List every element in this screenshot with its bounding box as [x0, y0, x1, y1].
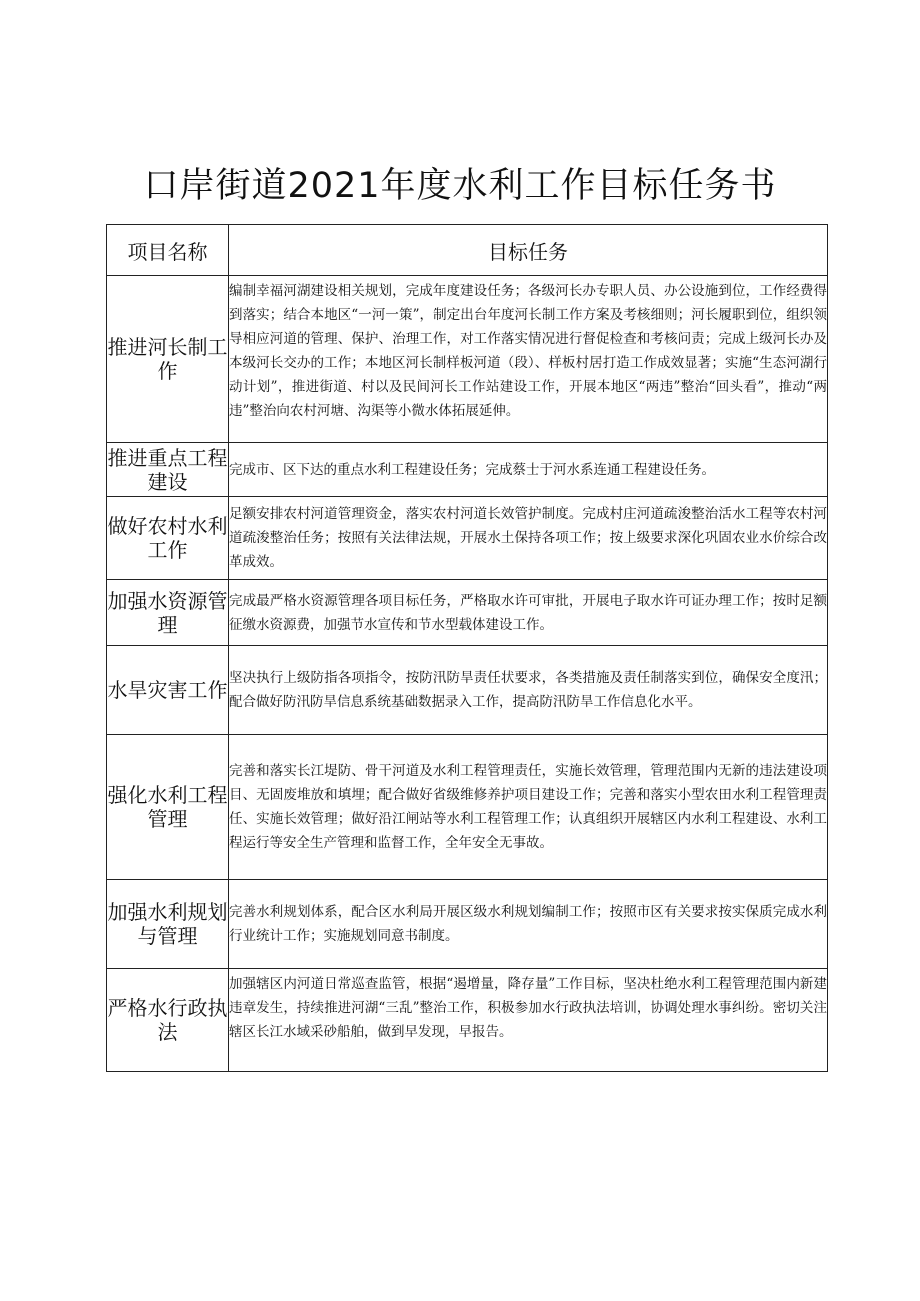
- project-name-cell: 强化水利工程管理: [107, 735, 229, 880]
- project-name-cell: 推进河长制工作: [107, 276, 229, 443]
- header-target-task: 目标任务: [229, 225, 828, 276]
- target-task-cell: 完善水利规划体系，配合区水利局开展区级水利规划编制工作；按照市区有关要求按实保质完成水利行业统计工作；实施规划同意书制度。: [229, 880, 828, 969]
- target-task-cell: 完成市、区下达的重点水利工程建设任务；完成蔡士于河水系连通工程建设任务。: [229, 443, 828, 497]
- target-task-cell: 编制幸福河湖建设相关规划，完成年度建设任务；各级河长办专职人员、办公设施到位，工作经费得到落实；结合本地区“一河一策”，制定出台年度河长制工作方案及考核细则；河长履职到位，组织领导相应河道的管理、保护、治理工作，对工作落实情况进行督促检查和考核问责；完成上级河长办及本级河长交办的工作；本地区河长制样板河道（段）、样板村居打造工作成效显著；实施“生态河湖行动计划”，推进街道、村以及民间河长工作站建设工作，开展本地区“两违”整治“回头看”，推动“两违”整治向农村河塘、沟渠等小微水体拓展延伸。: [229, 276, 828, 443]
- table-row: [107, 969, 828, 1072]
- target-task-cell: 完成最严格水资源管理各项目标任务，严格取水许可审批，开展电子取水许可证办理工作；按时足额征缴水资源费，加强节水宣传和节水型载体建设工作。: [229, 580, 828, 646]
- header-project-name: 项目名称: [107, 225, 229, 276]
- table-row: [107, 735, 828, 880]
- table-row: [107, 646, 828, 735]
- target-task-cell: 加强辖区内河道日常巡查监管，根据“遏增量，降存量”工作目标，坚决杜绝水利工程管理范围内新建违章发生，持续推进河湖“三乱”整治工作，积极参加水行政执法培训，协调处理水事纠纷。密切关注辖区长江水域采砂船舶，做到早发现，早报告。: [229, 969, 828, 1072]
- table-row: [107, 880, 828, 969]
- table-row: [107, 276, 828, 443]
- project-name-cell: 加强水利规划与管理: [107, 880, 229, 969]
- project-name-cell: 加强水资源管理: [107, 580, 229, 646]
- project-name-cell: 严格水行政执法: [107, 969, 229, 1072]
- document-title: 口岸街道2021年度水利工作目标任务书: [143, 166, 777, 206]
- target-task-cell: 足额安排农村河道管理资金，落实农村河道长效管护制度。完成村庄河道疏浚整治活水工程等农村河道疏浚整治任务；按照有关法律法规，开展水土保持各项工作；按上级要求深化巩固农业水价综合改革成效。: [229, 497, 828, 580]
- table-row: [107, 580, 828, 646]
- table-row: [107, 443, 828, 497]
- project-name-cell: 推进重点工程建设: [107, 443, 229, 497]
- target-task-cell: 完善和落实长江堤防、骨干河道及水利工程管理责任，实施长效管理，管理范围内无新的违法建设项目、无固废堆放和填埋；配合做好省级维修养护项目建设工作；完善和落实小型农田水利工程管理责任、实施长效管理；做好沿江闸站等水利工程管理工作；认真组织开展辖区内水利工程建设、水利工程运行等安全生产管理和监督工作，全年安全无事故。: [229, 735, 828, 880]
- target-task-cell: 坚决执行上级防指各项指令，按防汛防旱责任状要求，各类措施及责任制落实到位，确保安全度汛；配合做好防汛防旱信息系统基础数据录入工作，提高防汛防旱工作信息化水平。: [229, 646, 828, 735]
- task-table: [106, 224, 828, 1072]
- table-header-row: [107, 225, 828, 276]
- project-name-cell: 做好农村水利工作: [107, 497, 229, 580]
- table-row: [107, 497, 828, 580]
- project-name-cell: 水旱灾害工作: [107, 646, 229, 735]
